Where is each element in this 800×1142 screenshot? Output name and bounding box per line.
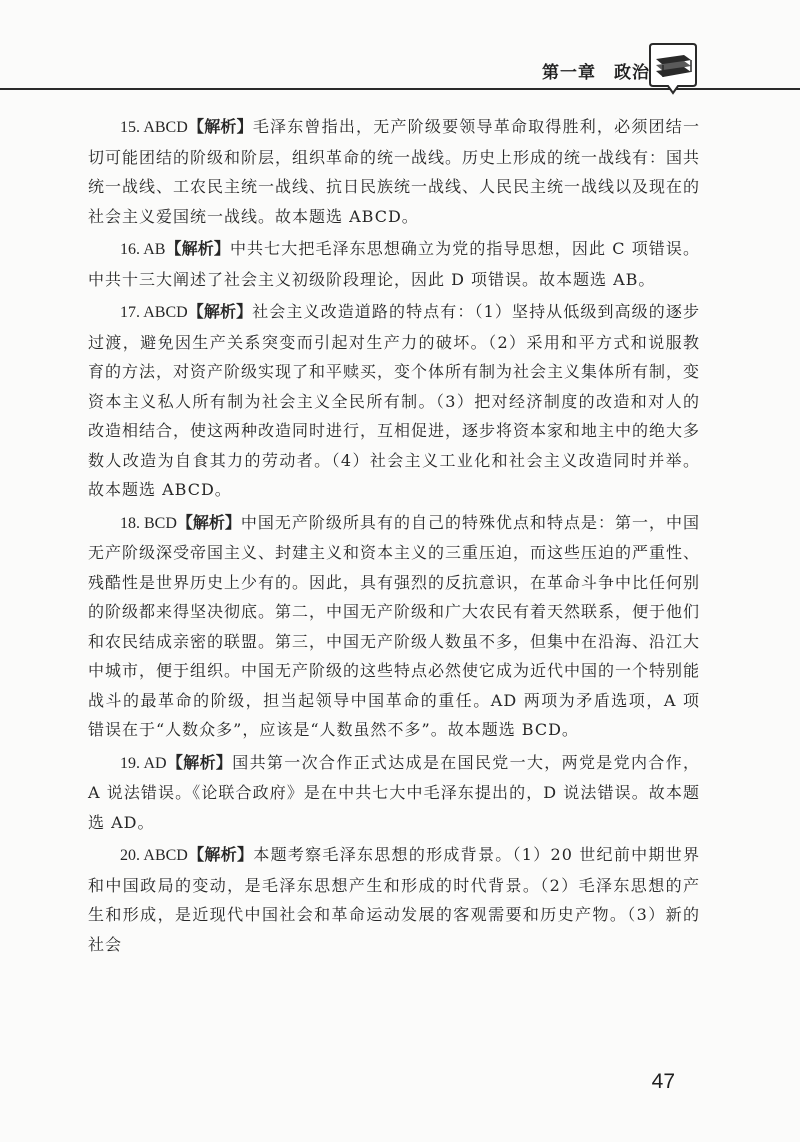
- answer-number: 18. BCD: [120, 514, 177, 532]
- answer-16: [88, 234, 700, 294]
- analysis-tag: 【解析】: [166, 752, 233, 772]
- answer-number: 20. ABCD: [120, 847, 188, 864]
- answer-text: 社会主义改造道路的特点有：（1）坚持从低级到高级的逐步过渡，避免因生产关系突变而引起对生产力的破坏。（2）采用和平方式和说服教育的方法，对资产阶级实现了和平赎买，变个体所有制为社会主义集体所有制，变资本主义私人所有制为社会主义全民所有制。（3）把对经济制度的改造和对人的改造相结合，使这两种改造同时进行，互相促进，逐步将资本家和地主中的绝大多数人改造为自食其力的劳动者。（4）社会主义工业化和社会主义改造同时并举。故本题选 ABCD。: [88, 302, 701, 499]
- answer-explanations: [88, 112, 700, 962]
- analysis-tag: 【解析】: [187, 117, 253, 136]
- answer-text: 中国无产阶级所具有的自己的特殊优点和特点是：第一，中国无产阶级深受帝国主义、封建主义和资本主义的三重压迫，而这些压迫的严重性、残酷性是世界历史上少有的。因此，具有强烈的反抗意识，在革命斗争中比任何别的阶级都来得坚决彻底。第二，中国无产阶级和广大农民有着天然联系，便于他们和农民结成亲密的联盟。第三，中国无产阶级人数虽不多，但集中在沿海、沿江大中城市，便于组织。中国无产阶级的这些特点必然使它成为近代中国的一个特别能战斗的最革命的阶级，担当起领导中国革命的重任。AD 两项为矛盾选项，A 项错误在于“人数众多”，应该是“人数虽然不多”。故本题选 BCD。: [88, 512, 701, 739]
- chapter-title: 第一章 政治: [542, 63, 650, 83]
- answer-text: 中共七大把毛泽东思想确立为党的指导思想，因此 C 项错误。中共十三大阐述了社会主义初级阶段理论，因此 D 项错误。故本题选 AB。: [88, 239, 701, 289]
- analysis-tag: 【解析】: [176, 512, 241, 532]
- answer-number: 19. AD: [120, 754, 167, 772]
- answer-text: 毛泽东曾指出，无产阶级要领导革命取得胜利，必须团结一切可能团结的阶级和阶层，组织革命的统一战线。历史上形成的统一战线有：国共统一战线、工农民主统一战线、抗日民族统一战线、人民民主统一战线以及现在的社会主义爱国统一战线。故本题选 ABCD。: [88, 117, 701, 226]
- answer-18: [88, 508, 700, 745]
- analysis-tag: 【解析】: [187, 845, 254, 864]
- answer-19: [88, 748, 700, 838]
- page-header: [0, 0, 800, 100]
- book-stack-icon: [648, 43, 698, 99]
- answer-15: [88, 112, 700, 231]
- answer-text: 本题考察毛泽东思想的形成背景。（1）20 世纪前中期世界和中国政局的变动，是毛泽东思想产生和形成的时代背景。（2）毛泽东思想的产生和形成，是近现代中国社会和革命运动发展的客观需要和历史产物。（3）新的社会: [88, 845, 700, 954]
- analysis-tag: 【解析】: [165, 239, 230, 258]
- page-number: 47: [651, 1070, 675, 1093]
- answer-number: 15. ABCD: [120, 119, 188, 136]
- answer-20: [88, 840, 700, 959]
- answer-number: 16. AB: [120, 241, 166, 258]
- analysis-tag: 【解析】: [187, 302, 253, 321]
- answer-17: [88, 297, 700, 505]
- answer-text: 国共第一次合作正式达成是在国民党一大，两党是党内合作，A 说法错误。《论联合政府》是在中共七大中毛泽东提出的，D 说法错误。故本题选 AD。: [88, 752, 700, 832]
- answer-number: 17. ABCD: [120, 304, 188, 321]
